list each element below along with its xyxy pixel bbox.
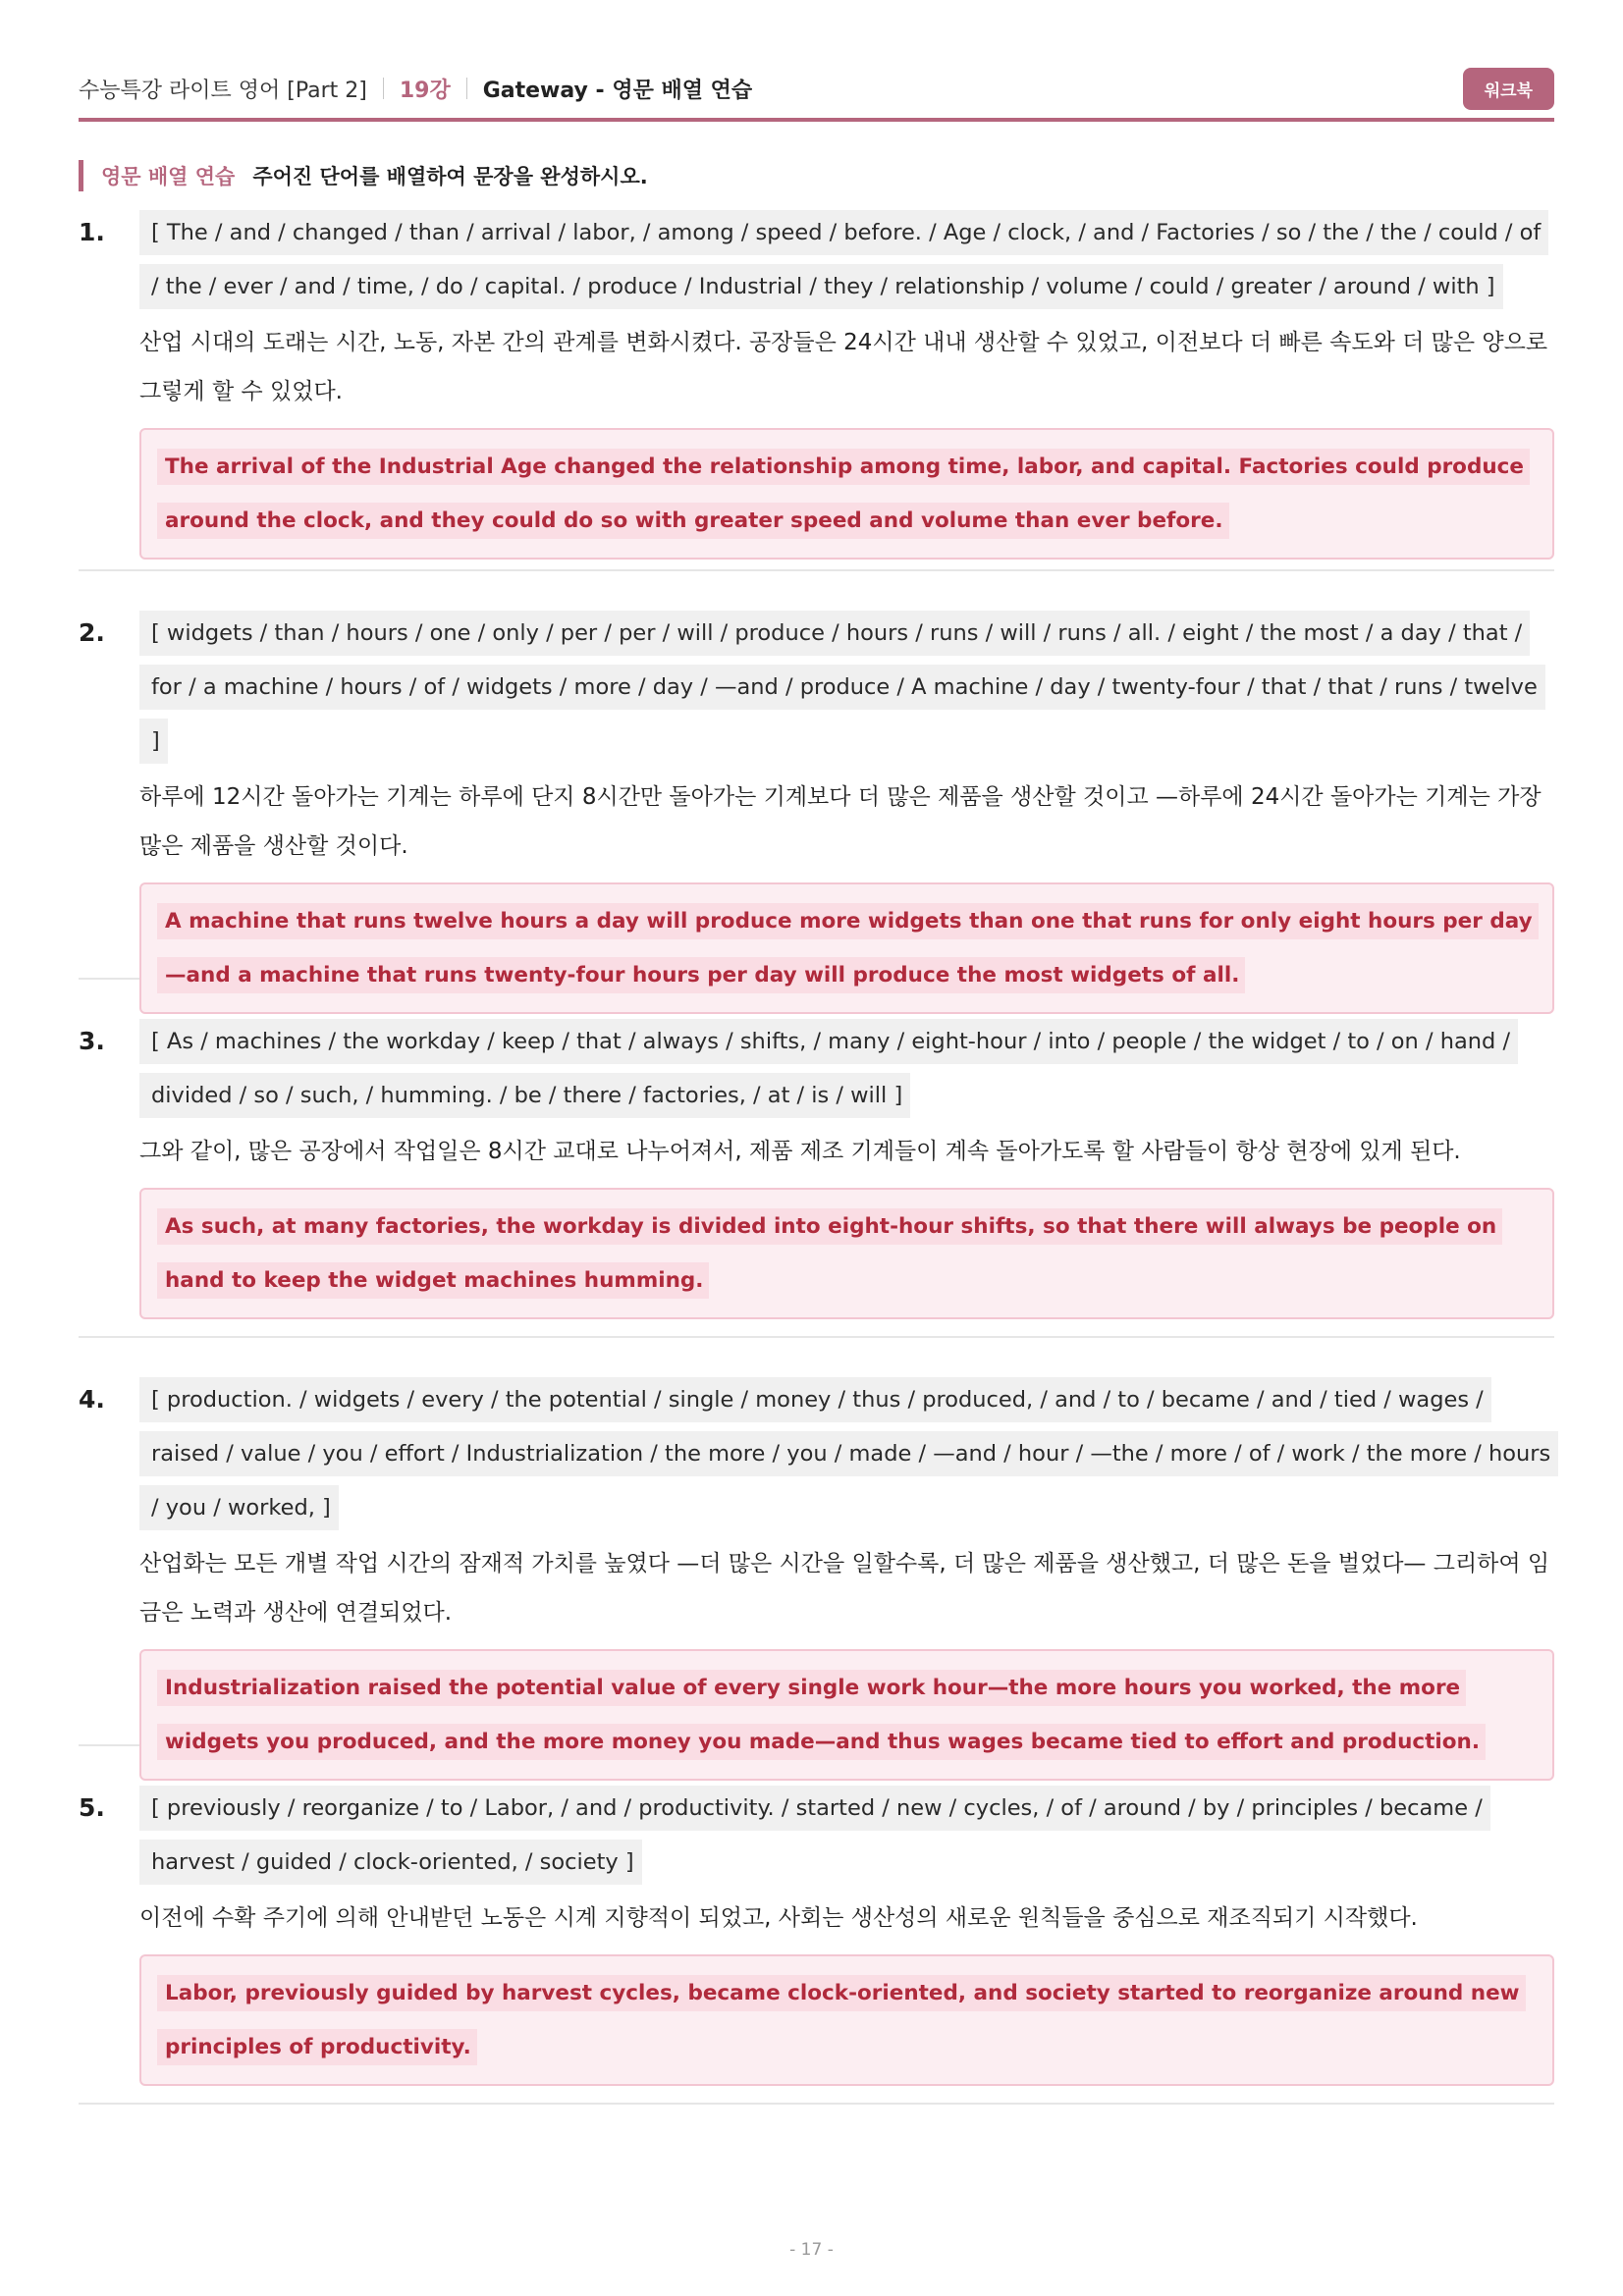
question-item (79, 1746, 1554, 2105)
answer-box (139, 1649, 1554, 1781)
question-body (139, 607, 1554, 988)
word-bank-text: [ The / and / changed / than / arrival / labor, / among / speed / before. / Age / clock, / and / Factories / so / the / the / could / of / the / ever / and / time, / do / capital. / produce / Industrial / they / relationship / volume / could / greater / around / with ] (139, 210, 1548, 309)
word-bank (139, 1373, 1554, 1535)
word-bank-text: [ As / machines / the workday / keep / that / always / shifts, / many / eight-hour / into / people / the widget / to / on / hand / divided / so / such, / humming. / be / there / factories, / at / is / will ] (139, 1019, 1518, 1118)
answer-text: As such, at many factories, the workday is divided into eight-hour shifts, so that there will always be people on hand to keep the widget machines humming. (157, 1208, 1502, 1299)
header-divider (383, 78, 384, 99)
korean-translation: 그와 같이, 많은 공장에서 작업일은 8시간 교대로 나누어져서, 제품 제조 기계들이 계속 돌아가도록 할 사람들이 항상 현장에 있게 된다. (139, 1139, 1461, 1164)
word-bank (139, 607, 1554, 769)
header-divider (466, 78, 467, 99)
question-body (139, 1373, 1554, 1754)
word-bank-text: [ production. / widgets / every / the potential / single / money / thus / produced, / and / to / became / and / tied / wages / raised / value / you / effort / Industrialization / the more / you / made / —and / hour / —the / more / of / work / the more / hours / you / worked, ] (139, 1377, 1558, 1530)
answer-text: A machine that runs twelve hours a day will produce more widgets than one that runs for only eight hours per day—and a machine that runs twenty-four hours per day will produce the most widgets of all. (157, 903, 1539, 993)
answer-box (139, 882, 1554, 1014)
korean-translation: 산업 시대의 도래는 시간, 노동, 자본 간의 관계를 변화시켰다. 공장들은 24시간 내내 생산할 수 있었고, 이전보다 더 빠른 속도와 더 많은 양으로 그렇게 할 수 있었다. (139, 330, 1548, 404)
section-instruction: 주어진 단어를 배열하여 문장을 완성하시오. (252, 165, 648, 188)
word-bank-text: [ previously / reorganize / to / Labor, / and / productivity. / started / new / cycles, / of / around / by / principles / became / harvest / guided / clock-oriented, / society ] (139, 1786, 1490, 1885)
book-title: 수능특강 라이트 영어 [Part 2] (79, 78, 367, 103)
question-body (139, 1782, 1554, 2103)
korean-translation: 산업화는 모든 개별 작업 시간의 잠재적 가치를 높였다 —더 많은 시간을 일할수록, 더 많은 제품을 생산했고, 더 많은 돈을 벌었다— 그리하여 임금은 노력과 생산에 연결되었다. (139, 1551, 1550, 1626)
answer-sentence (157, 1200, 1535, 1308)
workbook-badge: 워크북 (1463, 68, 1554, 110)
question-item (79, 1338, 1554, 1754)
answer-sentence (157, 440, 1535, 548)
word-bank (139, 1782, 1554, 1890)
workbook-page (79, 59, 1554, 2105)
page-title: Gateway - 영문 배열 연습 (482, 78, 753, 103)
word-bank-text: [ widgets / than / hours / one / only / per / per / will / produce / hours / runs / will / runs / all. / eight / the most / a day / that / for / a machine / hours / of / widgets / more / day / —and / produce / A machine / day / twenty-four / that / that / runs / twelve ] (139, 611, 1545, 764)
header-breadcrumb (79, 74, 752, 104)
answer-box (139, 1954, 1554, 2086)
answer-sentence (157, 894, 1535, 1002)
question-body (139, 206, 1554, 569)
answer-sentence (157, 1661, 1535, 1769)
word-bank (139, 1015, 1554, 1123)
question-item (79, 980, 1554, 1338)
question-item (79, 206, 1554, 571)
answer-box (139, 1188, 1554, 1319)
answer-text: The arrival of the Industrial Age changed the relationship among time, labor, and capital. Factories could produce around the clock, and they could do so with greater speed and volume than ever before. (157, 449, 1530, 539)
section-accent-bar (79, 160, 83, 191)
section-heading (79, 159, 1554, 192)
korean-translation: 하루에 12시간 돌아가는 기계는 하루에 단지 8시간만 돌아가는 기계보다 더 많은 제품을 생산할 것이고 —하루에 24시간 돌아가는 기계는 가장 많은 제품을 생산할 것이다. (139, 784, 1542, 859)
section-label: 영문 배열 연습 (101, 165, 236, 188)
answer-box (139, 428, 1554, 560)
question-body (139, 1015, 1554, 1336)
page-number: - 17 - (789, 2240, 834, 2260)
question-number: 5. (79, 1793, 105, 1822)
question-number: 4. (79, 1385, 105, 1414)
korean-translation: 이전에 수확 주기에 의해 안내받던 노동은 시계 지향적이 되었고, 사회는 생산성의 새로운 원칙들을 중심으로 재조직되기 시작했다. (139, 1905, 1418, 1931)
question-number: 2. (79, 618, 105, 647)
answer-sentence (157, 1966, 1535, 2074)
question-number: 3. (79, 1027, 105, 1055)
answer-text: Labor, previously guided by harvest cycles, became clock-oriented, and society started to reorganize around new principles of productivity. (157, 1975, 1526, 2065)
question-number: 1. (79, 218, 105, 246)
word-bank (139, 206, 1554, 314)
page-header (79, 59, 1554, 122)
lesson-number: 19강 (399, 78, 451, 103)
answer-text: Industrialization raised the potential value of every single work hour—the more hours you worked, the more widgets you produced, and the more money you made—and thus wages became tied to effort and production. (157, 1670, 1486, 1760)
question-item (79, 571, 1554, 988)
